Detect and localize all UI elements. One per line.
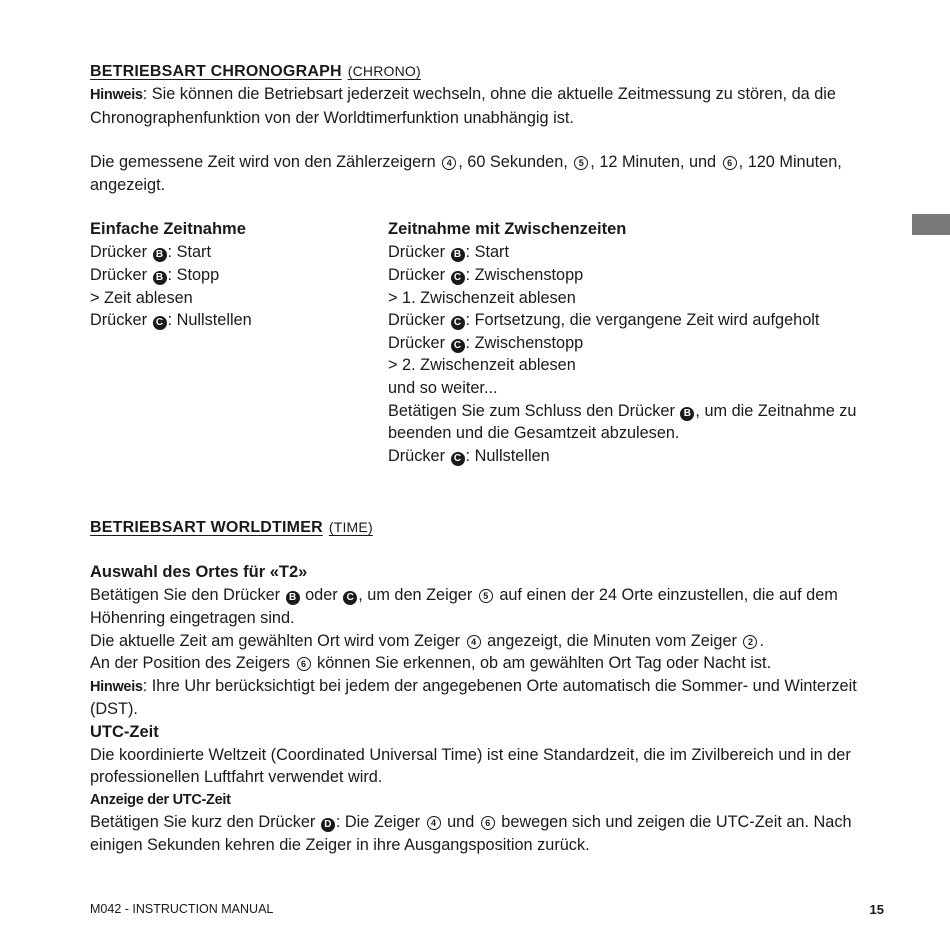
measured-text-3: , 12 Minuten, und [590, 153, 721, 172]
para-text: angezeigt, die Minuten vom Zeiger [482, 631, 742, 650]
pusher-b-icon: B [153, 248, 167, 262]
pusher-c-icon: C [451, 316, 465, 330]
simple-step-start [90, 241, 388, 264]
pusher-c-icon: C [153, 316, 167, 330]
para-text: und [442, 813, 479, 832]
simple-step-reset [90, 309, 388, 332]
hand-6-icon: 6 [297, 657, 311, 671]
measured-text-1: Die gemessene Zeit wird von den Zählerzeigern [90, 153, 441, 172]
hand-6-icon: 6 [481, 816, 495, 830]
worldtimer-note-label: Hinweis [90, 678, 143, 695]
timing-columns [90, 218, 885, 467]
chrono-note-label: Hinweis [90, 87, 143, 103]
pusher-c-icon: C [343, 591, 357, 605]
worldtimer-title-text: BETRIEBSART WORLDTIMER [90, 519, 323, 537]
hand-4-icon: 4 [442, 156, 456, 170]
split-step-final [388, 400, 885, 445]
pusher-d-icon: D [321, 818, 335, 832]
split-timing [388, 218, 885, 467]
pusher-c-icon: C [451, 271, 465, 285]
para-text: . [759, 631, 764, 650]
pusher-c-icon: C [451, 339, 465, 353]
utc-paragraph: Die koordinierte Weltzeit (Coordinated Universal Time) ist eine Standardzeit, die im Zivilbereich und in der professionellen Luftfahrt verwendet wird. [90, 745, 851, 787]
step-text: : Start [167, 243, 211, 262]
split-step-continue [388, 309, 885, 332]
utc-instructions [90, 811, 885, 856]
t2-paragraph-3 [90, 652, 885, 675]
t2-paragraph-2 [90, 630, 885, 653]
hand-4-icon: 4 [427, 816, 441, 830]
step-text: Drücker [388, 311, 450, 330]
step-text: : Fortsetzung, die vergangene Zeit wird aufgeholt [465, 311, 820, 330]
chrono-note-text: : Sie können die Betriebsart jederzeit wechseln, ohne die aktuelle Zeitmessung zu stören, da die Chronographenfunktion von der Worldtimerfunktion unabhängig ist. [90, 85, 836, 127]
footer-manual-label: M042 - INSTRUCTION MANUAL [90, 902, 274, 916]
para-text: Betätigen Sie den Drücker [90, 586, 285, 605]
step-text: Drücker [388, 265, 450, 284]
chrono-section-title [90, 60, 885, 83]
measured-text-2: , 60 Sekunden, [458, 153, 573, 172]
simple-timing [90, 218, 388, 467]
pusher-b-icon: B [451, 248, 465, 262]
measured-text-4: , 120 Minuten, angezeigt. [90, 153, 842, 194]
hand-4-icon: 4 [467, 635, 481, 649]
split-step-read2: > 2. Zwischenzeit ablesen [388, 356, 576, 375]
page-number: 15 [869, 902, 884, 917]
worldtimer-section-title [90, 516, 885, 539]
t2-heading: Auswahl des Ortes für «T2» [90, 563, 308, 582]
para-text: Betätigen Sie kurz den Drücker [90, 813, 320, 832]
simple-timing-heading: Einfache Zeitnahme [90, 220, 246, 239]
chrono-note [90, 83, 885, 129]
para-text: , um den Zeiger [358, 586, 477, 605]
pusher-c-icon: C [451, 452, 465, 466]
simple-step-stop [90, 264, 388, 287]
pusher-b-icon: B [286, 591, 300, 605]
measured-time-paragraph [90, 151, 885, 196]
chrono-title-text: BETRIEBSART CHRONOGRAPH [90, 63, 342, 80]
worldtimer-note-text: : Ihre Uhr berücksichtigt bei jedem der angegebenen Orte automatisch die Sommer- und Winterzeit (DST). [90, 676, 857, 719]
split-timing-heading: Zeitnahme mit Zwischenzeiten [388, 220, 627, 239]
chrono-tag: (CHRONO) [347, 63, 421, 79]
para-text: können Sie erkennen, ob am gewählten Ort Tag oder Nacht ist. [312, 654, 772, 673]
step-text: : Nullstellen [167, 311, 252, 330]
split-step-splitstop [388, 264, 885, 287]
pusher-b-icon: B [153, 271, 167, 285]
step-text: : Nullstellen [465, 446, 550, 465]
hand-2-icon: 2 [743, 635, 757, 649]
para-text: Die aktuelle Zeit am gewählten Ort wird vom Zeiger [90, 631, 465, 650]
step-text: , um die Zeitnahme zu beenden und die Gesamtzeit abzulesen. [388, 401, 857, 443]
t2-paragraph-1 [90, 584, 885, 629]
step-text: Drücker [388, 446, 450, 465]
step-text: : Zwischenstopp [465, 265, 584, 284]
split-step-etc: und so weiter... [388, 378, 498, 397]
step-text: Drücker [90, 311, 152, 330]
step-text: Drücker [388, 333, 450, 352]
para-text: bewegen sich und zeigen die UTC-Zeit an. Nach einigen Sekunden kehren die Zeiger in ihre Ausgangsposition zurück. [90, 813, 852, 854]
para-text: oder [300, 586, 343, 605]
step-text: : Start [465, 243, 509, 262]
split-step-start [388, 241, 885, 264]
step-text: : Stopp [167, 265, 220, 284]
section-tab-marker [912, 214, 950, 235]
page-content [90, 60, 885, 856]
hand-5-icon: 5 [479, 589, 493, 603]
simple-step-read: > Zeit ablesen [90, 288, 193, 307]
utc-heading: UTC-Zeit [90, 722, 159, 741]
step-text: Drücker [90, 243, 152, 262]
worldtimer-tag: (TIME) [328, 519, 373, 536]
split-step-reset [388, 445, 885, 468]
split-step-splitstop2 [388, 332, 885, 355]
step-text: : Zwischenstopp [465, 333, 584, 352]
para-text: : Die Zeiger [335, 813, 425, 832]
para-text: An der Position des Zeigers [90, 654, 295, 673]
para-text: auf einen der 24 Orte einzustellen, die auf dem Höhenring eingetragen sind. [90, 586, 838, 627]
step-text: Drücker [90, 265, 152, 284]
utc-subheading: Anzeige der UTC-Zeit [90, 792, 231, 809]
hand-6-icon: 6 [723, 156, 737, 170]
step-text: Drücker [388, 243, 450, 262]
pusher-b-icon: B [680, 407, 694, 421]
step-text: Betätigen Sie zum Schluss den Drücker [388, 401, 680, 420]
worldtimer-note [90, 675, 885, 721]
hand-5-icon: 5 [574, 156, 588, 170]
split-step-read1: > 1. Zwischenzeit ablesen [388, 288, 576, 307]
